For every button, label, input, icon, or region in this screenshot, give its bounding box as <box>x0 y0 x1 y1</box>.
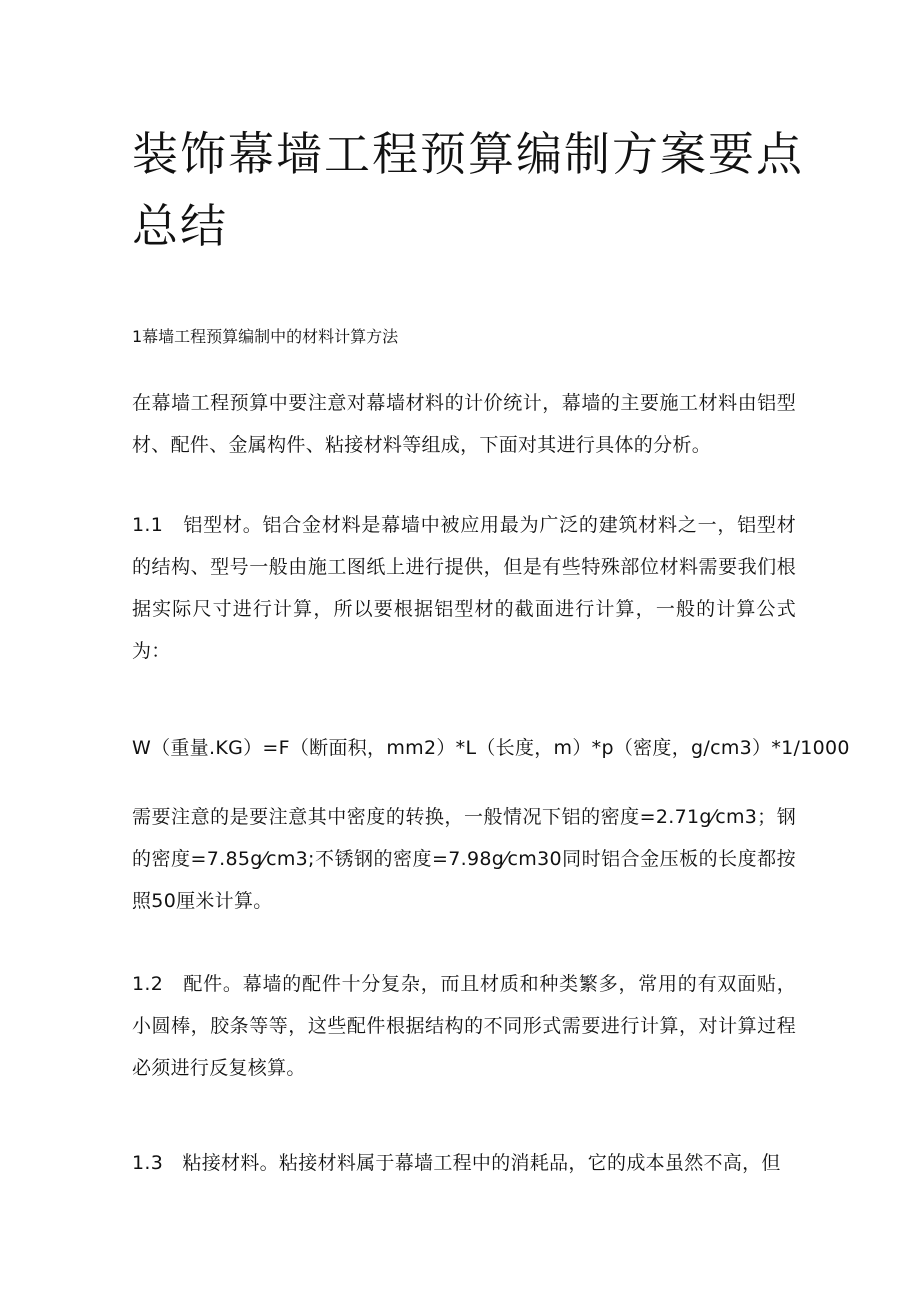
aluminum-paragraph: 1.1 铝型材。铝合金材料是幕墙中被应用最为广泛的建筑材料之一，铝型材的结构、型号一般由施工图纸上进行提供，但是有些特殊部位材料需要我们根据实际尺寸进行计算，所以要根据铝型材的截面进行计算，一般的计算公式为： <box>132 514 796 662</box>
adhesive-paragraph: 1.3 粘接材料。粘接材料属于幕墙工程中的消耗品，它的成本虽然不高，但 <box>132 1152 781 1174</box>
fittings-paragraph: 1.2 配件。幕墙的配件十分复杂，而且材质和种类繁多，常用的有双面贴，小圆棒，胶条等等，这些配件根据结构的不同形式需要进行计算，对计算过程必须进行反复核算。 <box>132 973 796 1079</box>
document-title: 装饰幕墙工程预算编制方案要点总结 <box>132 127 804 253</box>
section-heading: 1幕墙工程预算编制中的材料计算方法 <box>132 327 399 346</box>
weight-formula: W（重量.KG）=F（断面积，mm2）*L（长度，m）*p（密度，g/cm3）*1/1000 <box>132 737 850 759</box>
density-paragraph: 需要注意的是要注意其中密度的转换，一般情况下铝的密度=2.71g⁄cm3；钢的密度=7.85g⁄cm3;不锈钢的密度=7.98g⁄cm30同时铝合金压板的长度都按照50厘米计算。 <box>132 806 796 912</box>
intro-paragraph: 在幕墙工程预算中要注意对幕墙材料的计价统计，幕墙的主要施工材料由铝型材、配件、金属构件、粘接材料等组成，下面对其进行具体的分析。 <box>132 392 796 456</box>
